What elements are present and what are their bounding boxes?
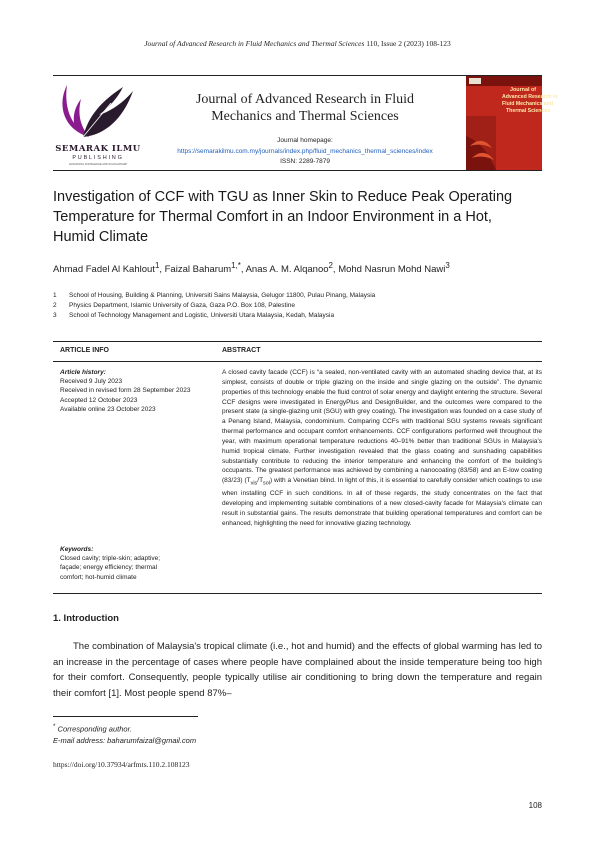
cover-title-line3: Fluid Mechanics and [502,101,554,107]
history-item: Accepted 12 October 2023 [60,396,138,404]
cover-title-line1: Journal of [510,87,537,93]
article-info-header: ARTICLE INFO [60,347,109,354]
footnote-rule [53,716,198,717]
homepage-label: Journal homepage: [277,137,333,144]
running-head [0,39,595,48]
divider [53,361,542,362]
history-item: Available online 23 October 2023 [60,405,156,413]
keywords-line: comfort; hot-humid climate [60,573,137,581]
keywords [60,545,220,582]
body-paragraph: The combination of Malaysia's tropical climate (i.e., hot and humid) and the effects of global warming has led to an increase in the percentage of cases where people have complained about the inside temperature being too high for their comfort. Consequently, people typically utilise air conditioning to bring down the temperature and regain their comfort [1]. Most people spend 87%– [53,641,542,699]
author-sup: 3 [445,261,450,270]
logo-sub: PUBLISHING [72,155,124,161]
keywords-line: Closed cavity; triple-skin; adaptive; [60,555,161,563]
doi-link[interactable]: https://doi.org/10.37934/arfmts.110.2.108123 [53,760,190,769]
author-list: Ahmad Fadel Al Kahlout$^1$, Faizal Baharum$^{1,*}$, Anas A. M. Alqanoo$^2$, Mohd Nasrun Mohd Nawi$^3$ [53,261,450,276]
title-line: Temperature for Thermal Comfort in an Indoor Environment in a Hot, [53,209,492,225]
journal-cover [466,76,558,170]
journal-title-line1: Journal of Advanced Research in Fluid [195,92,415,107]
abstract-text: A closed cavity facade (CCF) is “a sealed, non-ventilated cavity with an automated shading device that, at its simplest, consists of double or triple glazing on the inside and single glazing on the outside”. The dynamic properties of this technology enable the fluid control of solar energy and daylight entering the structure. Several CCF designs were investigated in EnergyPlus and DesignBuilder, and the outcomes were compared to the present state (a single-glazing unit (SGU) with grey coating). The investigation was founded on a case study of a Penang Island, Malaysia, condominium. Comparing CCFs with traditional SGU systems reveals significant thermal performance and occupant comfort enhancements. CCF configurations performed well throughout the year, with maximum operational temperature reductions 40–91% better than traditional SGUs in Malaysia's humid tropical climate. Further investigation revealed that the glass coating and sunshading capabilities substantially contribute to reducing the interior temperature and enhancing the comfort of the building's occupants. The greatest performance was achieved by combining a nanocoating (83/58) and an E-low coating (83/23) $(T_{vis}/T_{sol})$ with a Venetian blind. In light of this, it is essential to carefully consider which coatings to use when installing CCF in such conditions. In all of these regards, the study concentrates on the fact that developing and implementing suitable combinations of a new closed-cavity facade for Malaysia's climate can result in substantial gains. The results demonstrate that building operational temperatures and comfort can be enhanced, highlighting the need for innovative glazing technology. [222,369,542,527]
keywords-label: Keywords: [60,546,94,553]
article-history [60,368,235,414]
divider [53,593,542,594]
title-line: Investigation of CCF with TGU as Inner Skin to Reduce Peak Operating [53,189,513,205]
title-line: Humid Climate [53,229,149,245]
cover-image [466,76,558,170]
email: E-mail address: baharumfaizal@gmail.com [53,736,197,745]
author: Ahmad Fadel Al Kahlout [53,264,155,276]
quill-icon [53,77,143,167]
affiliation: 2 Physics Department, Islamic University of Gaza, Gaza P.O. Box 108, Palestine [53,302,296,309]
page-number: 108 [528,801,542,810]
affiliation: 1 School of Housing, Building & Planning, Universiti Sains Malaysia, Gelugor 11800, Pulau Pinang, Malaysia [53,292,376,299]
author: Faizal Baharum [164,264,232,276]
author-sup: 2 [328,261,333,270]
history-item: Received 9 July 2023 [60,378,123,386]
running-head-journal: Journal of Advanced Research in Fluid Mechanics and Thermal Sciences [144,39,365,48]
journal-title-line2: Mechanics and Thermal Sciences [211,109,399,124]
author-sup: 1,* [231,261,241,270]
cover-title-line2: Advanced Research in [502,94,558,100]
masthead-bottom-rule [53,170,542,171]
author: Mohd Nasrun Mohd Nawi [338,264,446,276]
section-heading: 1. Introduction [53,613,119,624]
history-item: Received in revised form 28 September 2023 [60,387,191,395]
author-sup: 1 [154,261,160,270]
keywords-line: façade; energy efficiency; thermal [60,564,158,572]
abstract-header: ABSTRACT [222,347,261,354]
cover-title-line4: Thermal Sciences [506,108,551,114]
author: Anas A. M. Alqanoo [245,264,329,276]
history-label: Article history: [60,369,106,376]
divider [53,341,542,342]
logo-name: SEMARAK ILMU [55,144,141,154]
issn: ISSN: 2289-7879 [280,158,330,165]
corresponding-note: * Corresponding author. [53,723,132,734]
affiliation: 3 School of Technology Management and Logistic, Universiti Utara Malaysia, Kedah, Malaysia [53,312,335,319]
running-head-issue: 110, Issue 2 (2023) 108-123 [366,39,451,48]
homepage-link[interactable]: https://semarakilmu.com.my/journals/index.php/fluid_mechanics_thermal_sciences/index [177,148,433,155]
paper-title [53,187,533,247]
logo-tagline: ADVANCING KNOWLEDGE AND SCHOLARSHIP [68,163,128,166]
publisher-logo [53,77,143,167]
journal-title [150,91,460,125]
